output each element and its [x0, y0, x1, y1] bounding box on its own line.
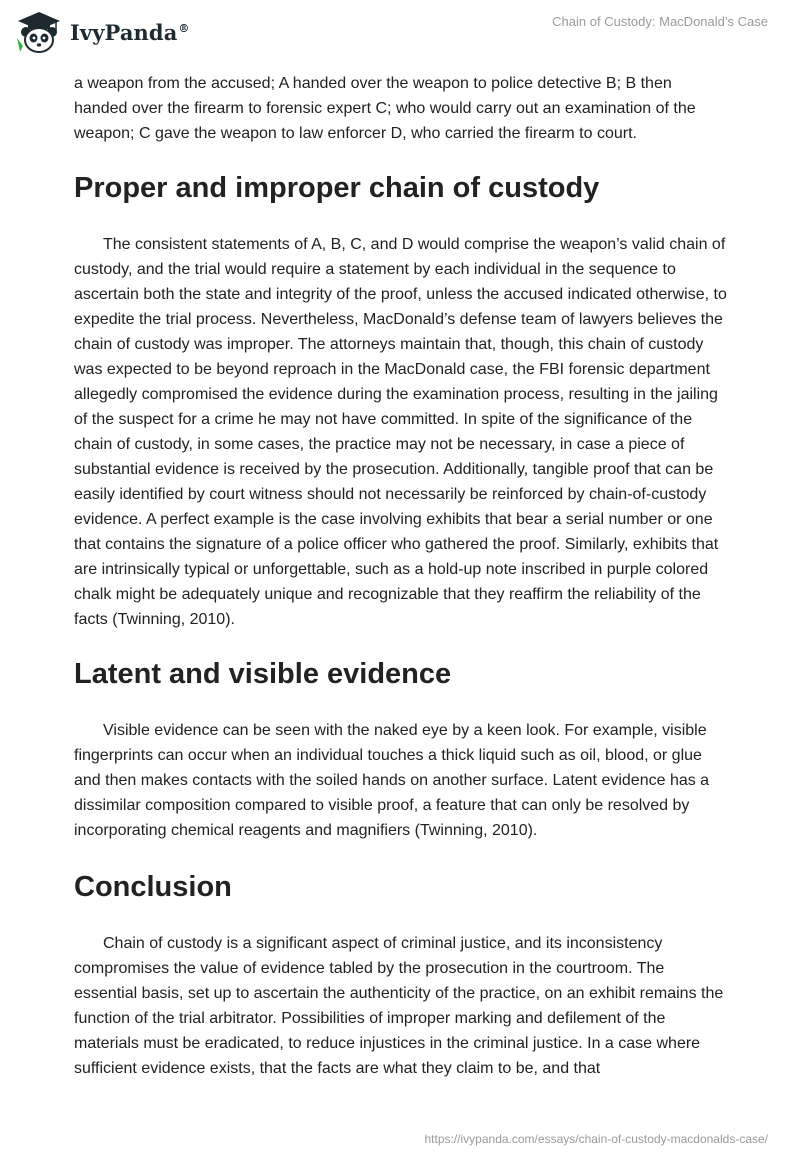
section-paragraph-conclusion: Chain of custody is a significant aspect of criminal justice, and its inconsistency compromises the value of evidence tabled by the prosecution in the courtroom. The essential basis, set up to ascertain the authenticity of the practice, on an exhibit remains the function of the trial arbitrator. Possibilities of improper marking and defilement of the materials must be eradicated, to reduce injustices in the criminal justice. In a case where sufficient evidence exists, that the facts are what they claim to be, and that [74, 935, 724, 1077]
page-header [0, 0, 800, 62]
source-url-link[interactable]: https://ivypanda.com/essays/chain-of-custody-macdonalds-case/ [424, 1132, 768, 1146]
section-paragraph-latent-visible: Visible evidence can be seen with the naked eye by a keen look. For example, visible fingerprints can occur when an individual touches a thick liquid such as oil, blood, or glue and then makes contacts with the soiled hands on another surface. Latent evidence has a dissimilar composition compared to visible proof, a feature that can only be resolved by incorporating chemical reagents and magnifiers (Twinning, 2010). [74, 722, 710, 839]
section-heading-conclusion: Conclusion [74, 871, 232, 903]
document-title: Chain of Custody: MacDonald’s Case [552, 14, 768, 29]
ivypanda-logo[interactable] [14, 8, 190, 54]
section-heading-chain-of-custody: Proper and improper chain of custody [74, 172, 600, 204]
section-heading-latent-visible: Latent and visible evidence [74, 658, 452, 690]
panda-graduate-icon [14, 8, 64, 54]
section-paragraph-chain-of-custody: The consistent statements of A, B, C, and D would comprise the weapon’s valid chain of custody, and the trial would require a statement by each individual in the sequence to ascertain both the state and integrity of the proof, unless the accused indicated otherwise, to expedite the trial process. Nevertheless, MacDonald’s defense team of lawyers believes the chain of custody was improper. The attorneys maintain that, though, this chain of custody was expected to be beyond reproach in the MacDonald case, the FBI forensic department allegedly compromised the evidence during the examination process, resulting in the jailing of the suspect for a crime he may not have committed. In spite of the significance of the chain of custody, in some cases, the practice may not be necessary, in case a piece of substantial evidence is received by the prosecution. Additionally, tangible proof that can be easily identified by court witness should not necessarily be reinforced by chain-of-custody evidence. A perfect example is the case involving exhibits that bear a serial number or one that contains the signature of a police officer who gathered the proof. Similarly, exhibits that are intrinsically typical or unforgettable, such as a hold-up note inscribed in purple colored chalk might be adequately unique and recognizable that they reaffirm the reliability of the facts (Twinning, 2010). [74, 236, 727, 628]
essay-content [74, 71, 728, 1081]
brand-name: IvyPanda® [70, 19, 190, 45]
intro-paragraph: a weapon from the accused; A handed over the weapon to police detective B; B then handed over the firearm to forensic expert C; who would carry out an examination of the weapon; C gave the weapon to law enforcer D, who carried the firearm to court. [74, 75, 696, 142]
